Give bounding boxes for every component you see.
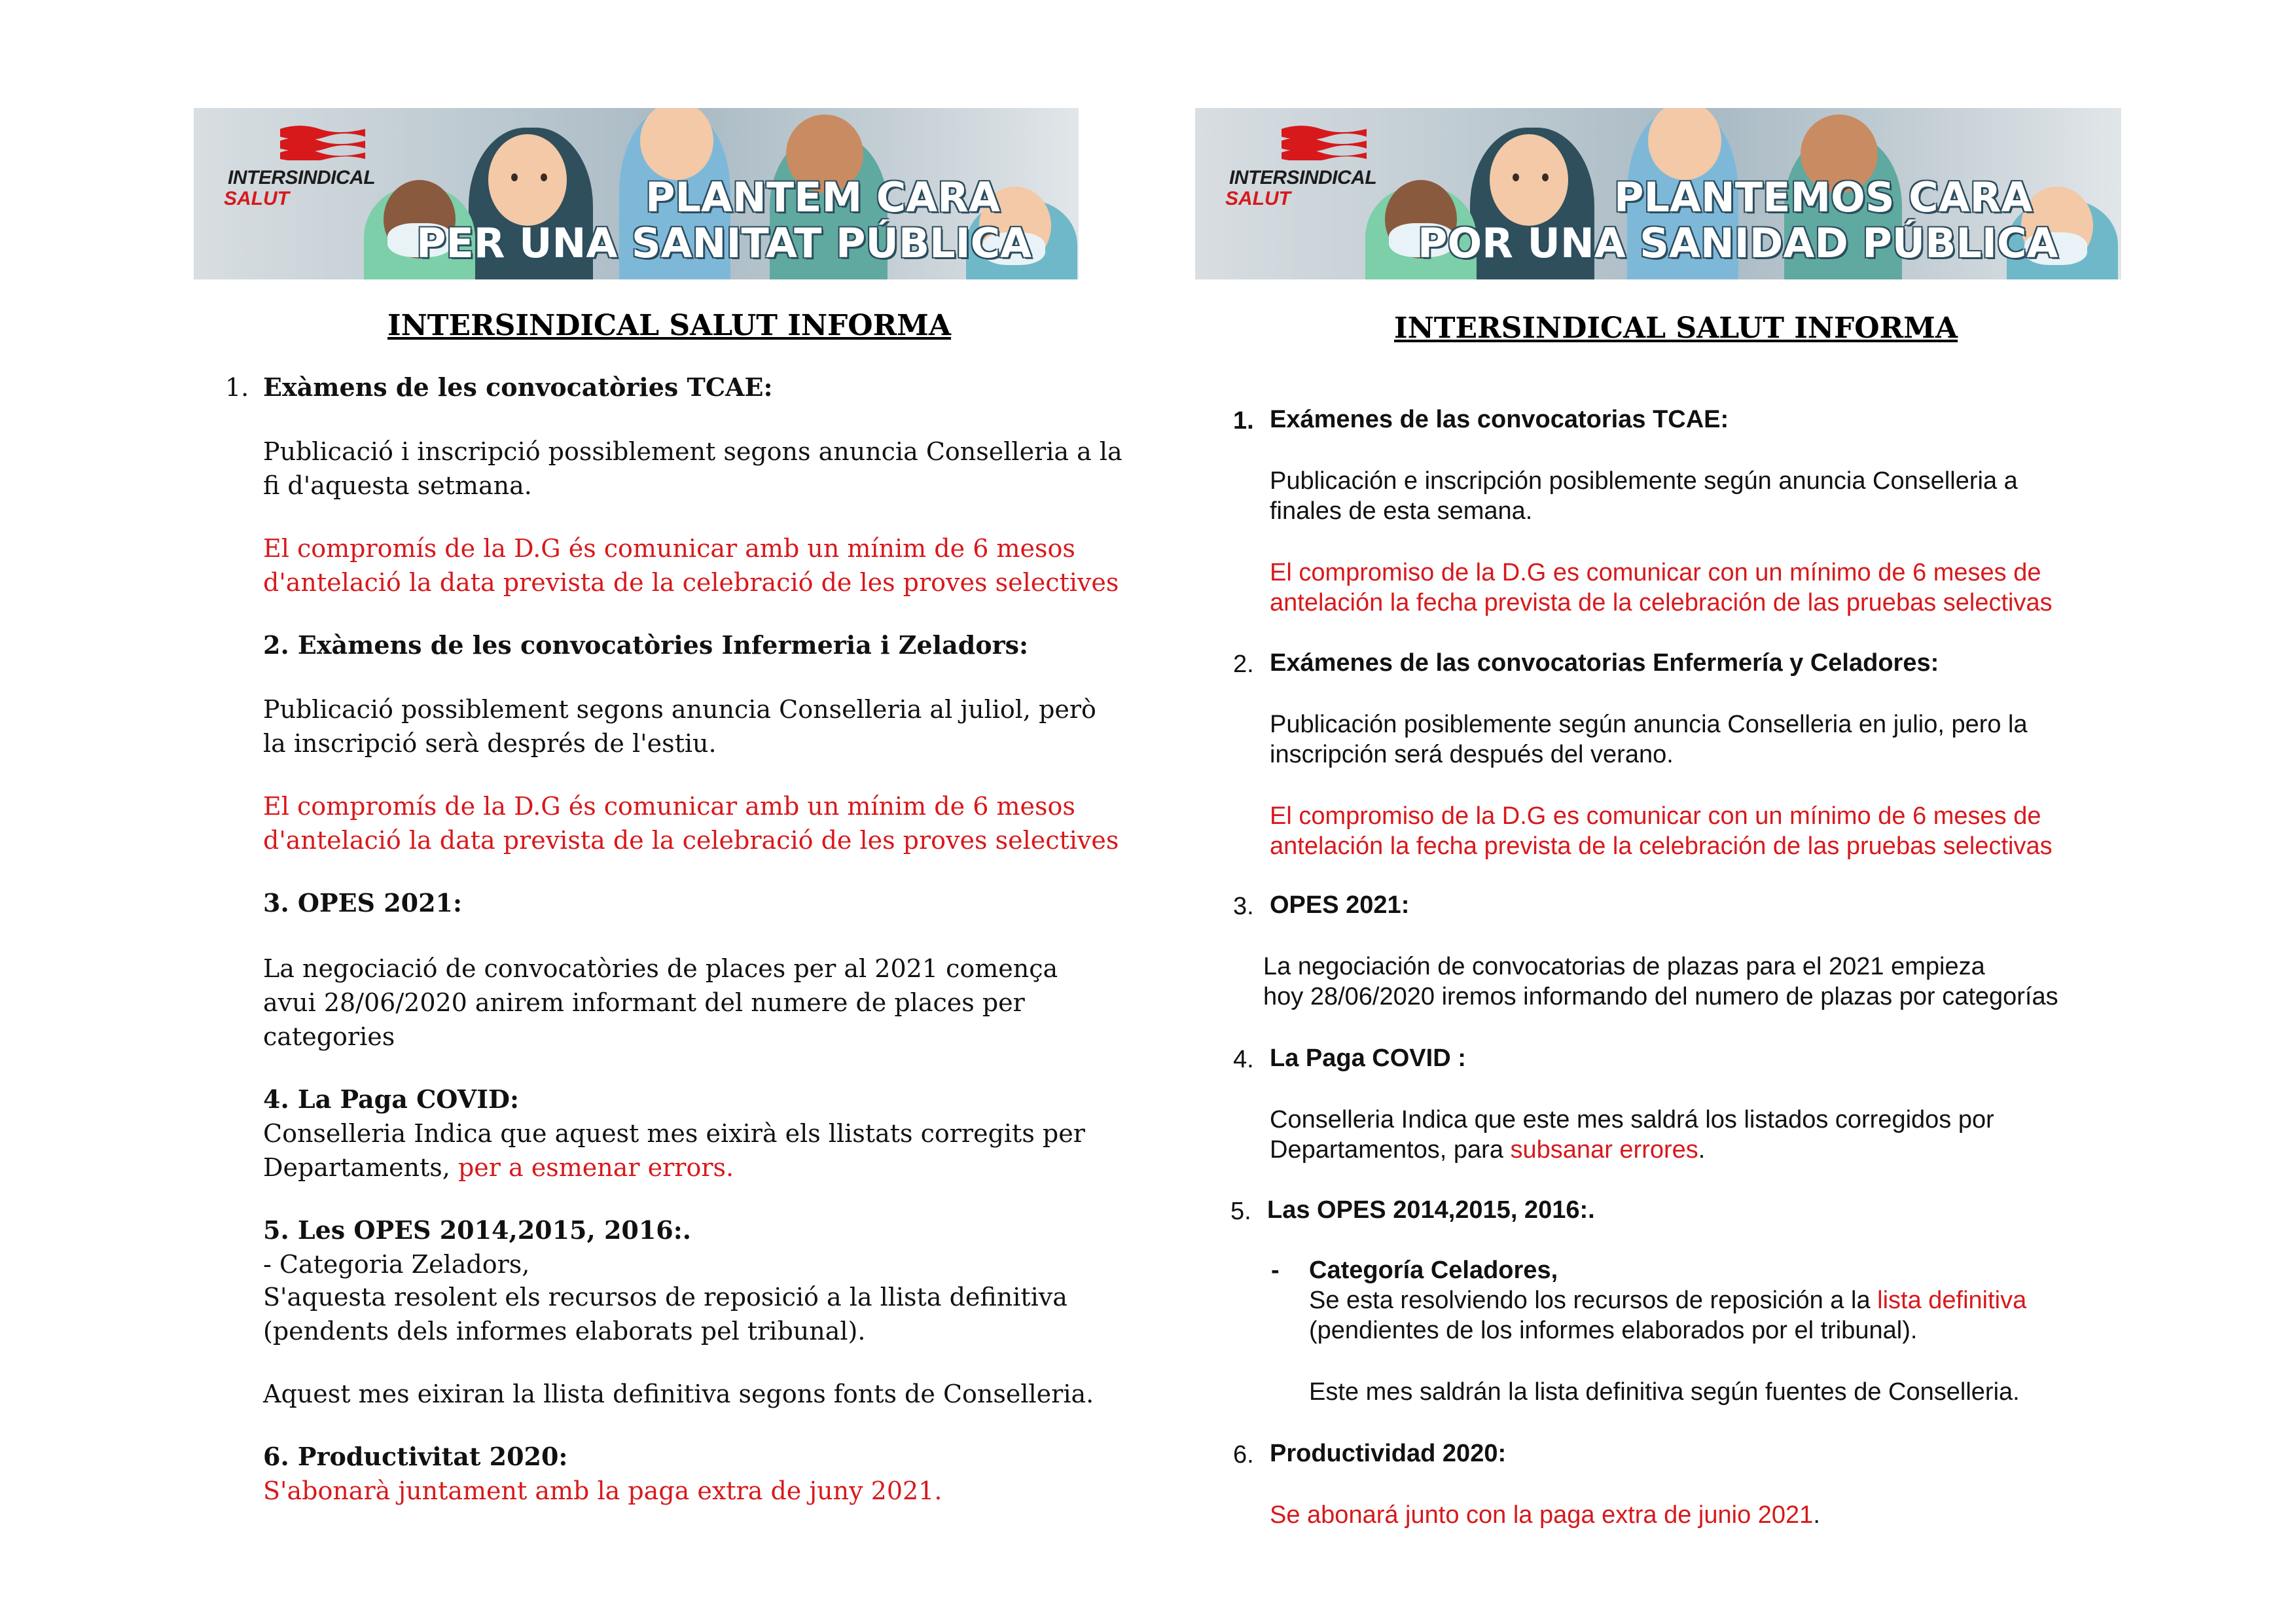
section-title: 5. Les OPES 2014,2015, 2016:. (263, 1215, 691, 1245)
section-title: 3. OPES 2021: (263, 888, 462, 918)
item-number: 3. (1233, 893, 1254, 920)
banner-image (194, 108, 1079, 279)
paragraph-line (1270, 1500, 1820, 1530)
paragraph-line (263, 1150, 734, 1185)
section-title: 6. Productivitat 2020: (263, 1442, 568, 1471)
logo-text: INTERSINDICAL (228, 167, 376, 188)
section-title: Productividad 2020: (1270, 1440, 1507, 1467)
highlight-line: S'abonarà juntament amb la paga extra de juny 2021. (263, 1476, 942, 1505)
section-title: OPES 2021: (1270, 891, 1410, 919)
paragraph-text: Departamentos, para (1270, 1136, 1511, 1164)
paragraph-text: Se esta resolviendo los recursos de reposición a la (1309, 1287, 1878, 1314)
paragraph-line: S'aquesta resolent els recursos de reposició a la llista definitiva (263, 1283, 1067, 1311)
slogan-line-1: PLANTEMOS CARA (1614, 173, 2033, 221)
paragraph-line (1270, 1135, 1705, 1165)
highlight-line: antelación la fecha prevista de la celebración de las pruebas selectivas (1270, 832, 2053, 860)
highlight-line: antelación la fecha prevista de la celebración de las pruebas selectivas (1270, 589, 2053, 616)
paragraph-line: fi d'aquesta setmana. (263, 471, 532, 500)
category-label: - Categoria Zeladors, (263, 1250, 530, 1279)
paragraph-line: Conselleria Indica que este mes saldrá los listados corregidos por (1270, 1106, 1994, 1133)
item-number: 6. (1233, 1441, 1254, 1469)
section-title: 2. Exàmens de les convocatòries Infermeria i Zeladors: (263, 630, 1029, 660)
paragraph-line: Publicación posiblemente según anuncia Conselleria en julio, pero la (1270, 711, 2028, 738)
logo-text: INTERSINDICAL (1229, 167, 1377, 188)
paragraph-line: la inscripció serà després de l'estiu. (263, 729, 717, 758)
highlight-line: El compromiso de la D.G es comunicar con un mínimo de 6 meses de (1270, 802, 2041, 830)
paragraph-line: Publicació i inscripció possiblement segons anuncia Conselleria a la (263, 437, 1122, 466)
highlight-line: d'antelació la data prevista de la celebració de les proves selectives (263, 568, 1119, 597)
banner-image (1195, 108, 2121, 279)
section-title: La Paga COVID : (1270, 1044, 1466, 1072)
paragraph-line: Publicació possiblement segons anuncia Conselleria al juliol, però (263, 695, 1096, 724)
highlight-line: El compromiso de la D.G es comunicar con un mínimo de 6 meses de (1270, 559, 2041, 586)
paragraph-line: Este mes saldrán la lista definitiva según fuentes de Conselleria. (1309, 1378, 2020, 1406)
slogan-line-2: POR UNA SANIDAD PÚBLICA (1418, 219, 2058, 267)
paragraph-text: Departaments, (263, 1153, 450, 1182)
highlight-text: lista definitiva (1877, 1287, 2027, 1314)
item-number: 1. (1233, 407, 1254, 435)
section-title: 4. La Paga COVID: (263, 1084, 519, 1114)
eye (1542, 173, 1549, 181)
section-title: Exámenes de las convocatorias TCAE: (1270, 406, 1729, 433)
paragraph-line: La negociación de convocatorias de plazas para el 2021 empieza (1263, 953, 1985, 980)
punctuation: . (1698, 1136, 1706, 1164)
eye (541, 173, 547, 181)
highlight-line: El compromís de la D.G és comunicar amb un mínim de 6 mesos (263, 534, 1075, 563)
punctuation: . (1813, 1501, 1820, 1529)
paragraph-line: Conselleria Indica que aquest mes eixirà els llistats corregits per (263, 1119, 1085, 1148)
item-number: 5. (1230, 1198, 1251, 1225)
paragraph-line: La negociació de convocatòries de places per al 2021 comença (263, 954, 1058, 983)
paragraph-line: (pendents dels informes elaborats pel tribunal). (263, 1317, 866, 1346)
category-label: Categoría Celadores, (1309, 1257, 1558, 1284)
slogan-line-1: PLANTEM CARA (645, 173, 1000, 221)
paragraph-line: Publicación e inscripción posiblemente según anuncia Conselleria a (1270, 467, 2018, 495)
section-title: Exàmens de les convocatòries TCAE: (263, 372, 773, 402)
logo-subtext: SALUT (1225, 188, 1291, 209)
logo-flag-icon (1275, 122, 1373, 160)
paragraph-line: Aquest mes eixiran la llista definitiva segons fonts de Conselleria. (263, 1380, 1094, 1408)
page-title: INTERSINDICAL SALUT INFORMA (1394, 312, 1958, 345)
logo-subtext: SALUT (224, 188, 289, 209)
paragraph-line: (pendientes de los informes elaborados por el tribunal). (1309, 1317, 1918, 1344)
paragraph-line: categories (263, 1022, 395, 1051)
item-number: 2. (1233, 651, 1254, 678)
paragraph-line: hoy 28/06/2020 iremos informando del numero de plazas por categorías (1263, 983, 2058, 1010)
page-title: INTERSINDICAL SALUT INFORMA (387, 309, 952, 342)
eye (511, 173, 518, 181)
highlight-line: d'antelació la data prevista de la celebració de les proves selectives (263, 826, 1119, 855)
highlight-text: per a esmenar errors. (450, 1153, 734, 1182)
paragraph-line: finales de esta semana. (1270, 497, 1533, 525)
paragraph-line: inscripción será después del verano. (1270, 741, 1674, 768)
section-title: Las OPES 2014,2015, 2016:. (1267, 1196, 1595, 1224)
section-title: Exámenes de las convocatorias Enfermería y Celadores: (1270, 649, 1939, 677)
worker-face (488, 134, 567, 226)
highlight-text: subsanar errores (1510, 1136, 1698, 1164)
item-number: 1. (225, 373, 249, 402)
highlight-text: Se abonará junto con la paga extra de junio 2021 (1270, 1501, 1814, 1529)
eye (1513, 173, 1519, 181)
paragraph-line (1309, 1285, 2026, 1315)
item-number: 4. (1233, 1046, 1254, 1073)
bullet-dash: - (1271, 1257, 1280, 1284)
slogan-line-2: PER UNA SANITAT PÚBLICA (416, 219, 1032, 267)
logo-flag-icon (274, 122, 372, 160)
paragraph-line: avui 28/06/2020 anirem informant del numere de places per (263, 988, 1025, 1017)
highlight-line: El compromís de la D.G és comunicar amb un mínim de 6 mesos (263, 792, 1075, 821)
worker-face (1490, 134, 1568, 226)
